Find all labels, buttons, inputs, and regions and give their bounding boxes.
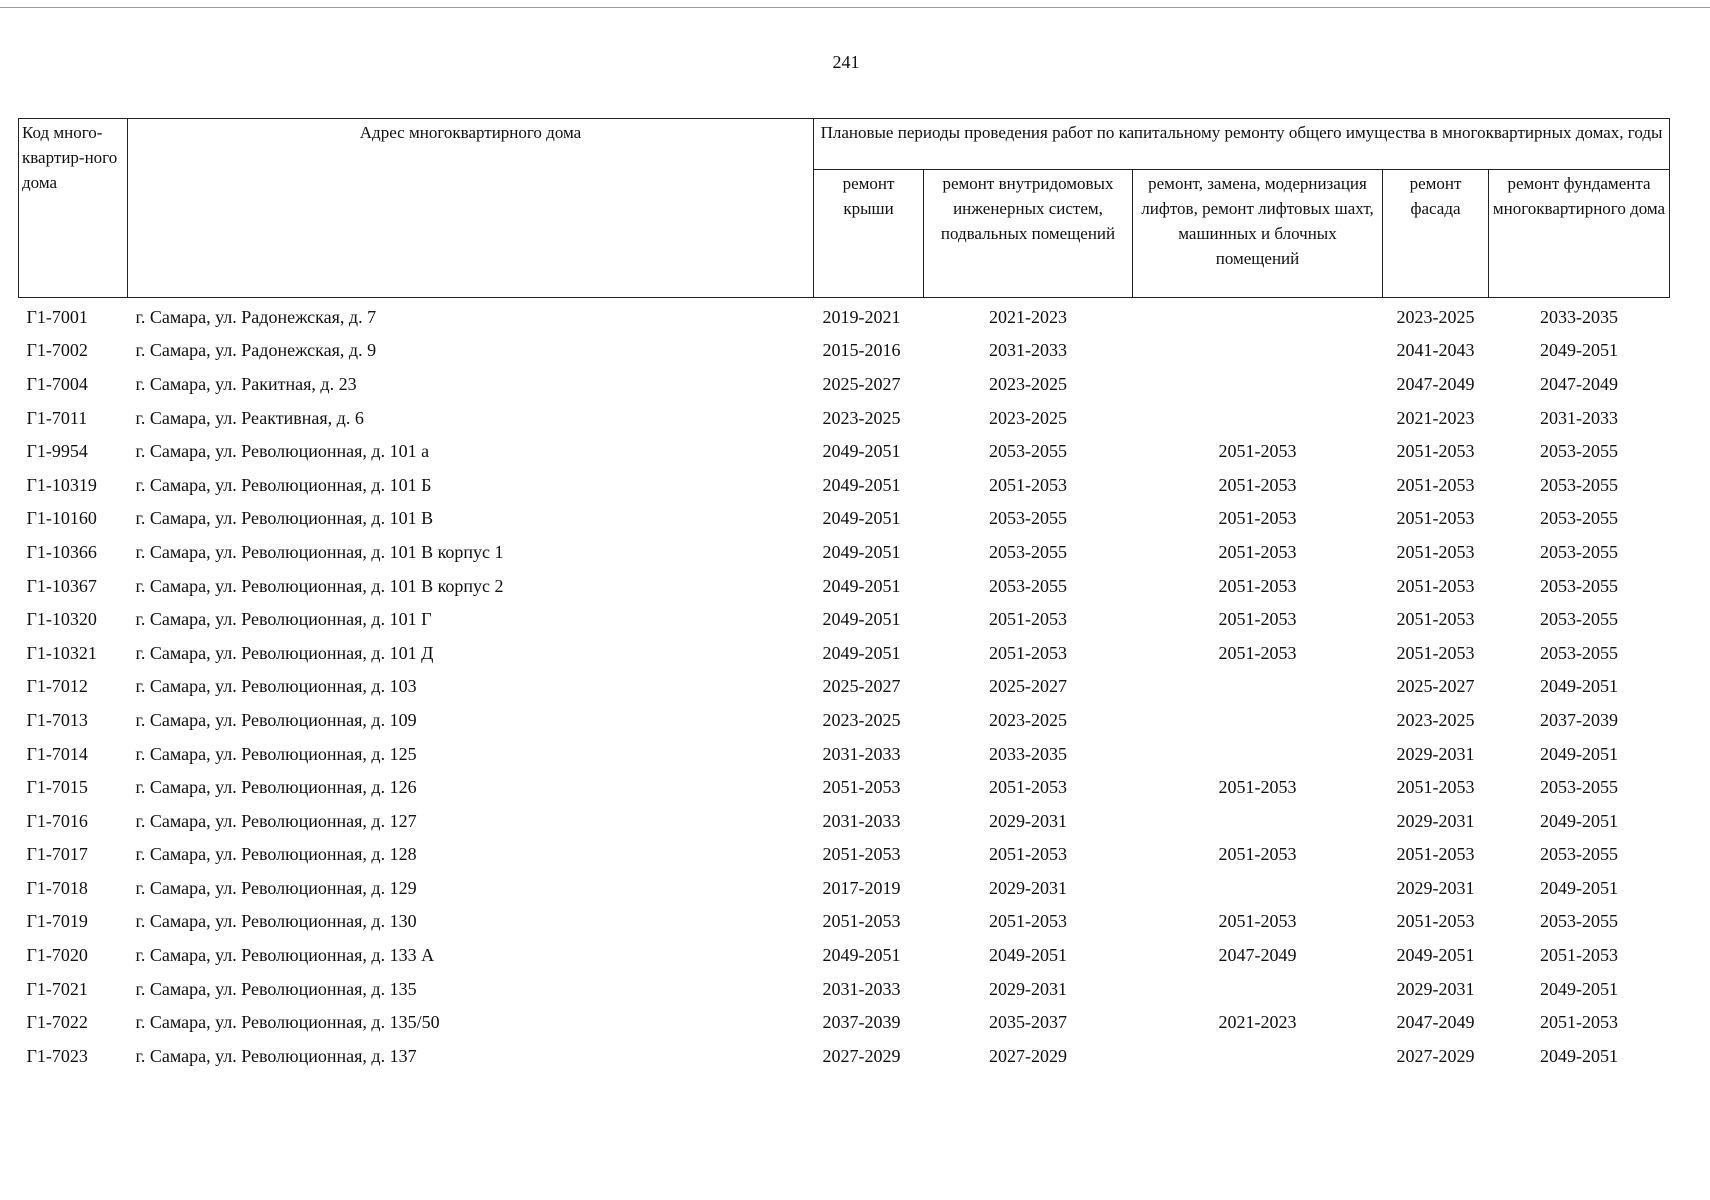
table-body [19, 298, 1670, 1073]
cell-code: Г1-7021 [26, 978, 88, 999]
cell-address: г. Самара, ул. Революционная, д. 128 [135, 844, 417, 865]
cell-engineering: 2029-2031 [989, 810, 1067, 831]
cell-facade: 2023-2025 [1396, 709, 1475, 730]
cell-engineering: 2053-2055 [989, 508, 1067, 529]
cell-roof: 2051-2053 [822, 844, 901, 865]
table-row [19, 838, 1670, 872]
cell-engineering: 2051-2053 [989, 609, 1067, 630]
cell-code: Г1-7014 [26, 743, 88, 764]
header-foundation: ремонт фундамента многоквартирного дома [1489, 170, 1670, 298]
table-header [19, 119, 1670, 298]
cell-foundation: 2053-2055 [1540, 609, 1618, 630]
cell-roof: 2015-2016 [822, 340, 901, 361]
cell-address: г. Самара, ул. Революционная, д. 126 [135, 777, 417, 798]
cell-code: Г1-7012 [26, 676, 88, 697]
cell-facade: 2029-2031 [1396, 877, 1475, 898]
cell-facade: 2051-2053 [1396, 777, 1475, 798]
cell-address: г. Самара, ул. Революционная, д. 109 [135, 709, 417, 730]
cell-lifts: 2051-2053 [1218, 642, 1297, 663]
table-row [19, 972, 1670, 1006]
cell-code: Г1-7017 [26, 844, 88, 865]
cell-foundation: 2053-2055 [1540, 508, 1618, 529]
cell-roof: 2051-2053 [822, 911, 901, 932]
cell-facade: 2047-2049 [1396, 373, 1475, 394]
table-row [19, 468, 1670, 502]
cell-foundation: 2049-2051 [1540, 743, 1618, 764]
cell-facade: 2051-2053 [1396, 441, 1475, 462]
cell-facade: 2051-2053 [1396, 609, 1475, 630]
header-engineering: ремонт внутридомовых инженерных систем, подвальных помещений [924, 170, 1133, 298]
cell-engineering: 2053-2055 [989, 575, 1067, 596]
cell-foundation: 2049-2051 [1540, 877, 1618, 898]
cell-code: Г1-7015 [26, 777, 88, 798]
page-number: 241 [832, 52, 860, 72]
cell-lifts [1133, 401, 1383, 435]
cell-address: г. Самара, ул. Ракитная, д. 23 [135, 373, 357, 394]
cell-engineering: 2029-2031 [989, 877, 1067, 898]
cell-engineering: 2051-2053 [989, 777, 1067, 798]
cell-address: г. Самара, ул. Революционная, д. 133 А [135, 945, 435, 966]
cell-foundation: 2047-2049 [1540, 373, 1618, 394]
cell-roof: 2023-2025 [822, 407, 901, 428]
cell-foundation: 2033-2035 [1540, 306, 1618, 327]
cell-roof: 2049-2051 [822, 609, 901, 630]
cell-facade: 2051-2053 [1396, 541, 1475, 562]
cell-facade: 2025-2027 [1396, 676, 1475, 697]
cell-address: г. Самара, ул. Революционная, д. 135 [135, 978, 417, 999]
cell-code: Г1-10366 [26, 541, 97, 562]
cell-lifts [1133, 871, 1383, 905]
cell-lifts [1133, 804, 1383, 838]
cell-code: Г1-7001 [26, 306, 88, 327]
cell-code: Г1-7018 [26, 877, 88, 898]
header-facade: ремонт фасада [1383, 170, 1489, 298]
cell-lifts: 2051-2053 [1218, 575, 1297, 596]
cell-foundation: 2049-2051 [1540, 810, 1618, 831]
cell-facade: 2051-2053 [1396, 911, 1475, 932]
cell-engineering: 2053-2055 [989, 441, 1067, 462]
cell-facade: 2029-2031 [1396, 743, 1475, 764]
table-row [19, 334, 1670, 368]
cell-code: Г1-9954 [26, 441, 88, 462]
cell-engineering: 2023-2025 [989, 373, 1067, 394]
cell-foundation: 2053-2055 [1540, 441, 1618, 462]
cell-address: г. Самара, ул. Радонежская, д. 9 [135, 340, 377, 361]
cell-foundation: 2037-2039 [1540, 709, 1618, 730]
cell-engineering: 2035-2037 [989, 1012, 1067, 1033]
cell-roof: 2025-2027 [822, 676, 901, 697]
cell-lifts: 2051-2053 [1218, 844, 1297, 865]
cell-lifts [1133, 703, 1383, 737]
cell-engineering: 2027-2029 [989, 1045, 1067, 1066]
cell-lifts: 2051-2053 [1218, 474, 1297, 495]
cell-roof: 2017-2019 [822, 877, 901, 898]
cell-address: г. Самара, ул. Революционная, д. 101 Г [135, 609, 432, 630]
table-row [19, 602, 1670, 636]
cell-code: Г1-10321 [26, 642, 97, 663]
cell-address: г. Самара, ул. Революционная, д. 125 [135, 743, 417, 764]
cell-facade: 2029-2031 [1396, 810, 1475, 831]
cell-address: г. Самара, ул. Реактивная, д. 6 [135, 407, 364, 428]
header-roof: ремонт крыши [814, 170, 924, 298]
table-row [19, 502, 1670, 536]
cell-facade: 2027-2029 [1396, 1045, 1475, 1066]
cell-foundation: 2053-2055 [1540, 844, 1618, 865]
cell-facade: 2051-2053 [1396, 844, 1475, 865]
cell-address: г. Самара, ул. Революционная, д. 103 [135, 676, 417, 697]
cell-engineering: 2023-2025 [989, 709, 1067, 730]
cell-engineering: 2051-2053 [989, 911, 1067, 932]
cell-address: г. Самара, ул. Революционная, д. 129 [135, 877, 417, 898]
cell-lifts: 2051-2053 [1218, 609, 1297, 630]
cell-foundation: 2049-2051 [1540, 676, 1618, 697]
table-row [19, 569, 1670, 603]
table-row [19, 298, 1670, 334]
cell-address: г. Самара, ул. Революционная, д. 101 Д [135, 642, 434, 663]
cell-facade: 2049-2051 [1396, 945, 1475, 966]
cell-roof: 2051-2053 [822, 777, 901, 798]
cell-engineering: 2025-2027 [989, 676, 1067, 697]
cell-code: Г1-7019 [26, 911, 88, 932]
table-row [19, 938, 1670, 972]
table-row [19, 367, 1670, 401]
cell-lifts [1133, 367, 1383, 401]
cell-facade: 2051-2053 [1396, 642, 1475, 663]
cell-engineering: 2029-2031 [989, 978, 1067, 999]
cell-lifts: 2021-2023 [1218, 1012, 1297, 1033]
cell-lifts: 2051-2053 [1218, 911, 1297, 932]
cell-roof: 2027-2029 [822, 1045, 901, 1066]
cell-roof: 2019-2021 [822, 306, 901, 327]
table-row [19, 670, 1670, 704]
cell-facade: 2041-2043 [1396, 340, 1475, 361]
cell-lifts [1133, 298, 1383, 334]
cell-engineering: 2049-2051 [989, 945, 1067, 966]
cell-lifts [1133, 1039, 1383, 1073]
cell-roof: 2049-2051 [822, 508, 901, 529]
cell-roof: 2031-2033 [822, 978, 901, 999]
table-row [19, 703, 1670, 737]
cell-foundation: 2053-2055 [1540, 642, 1618, 663]
cell-roof: 2049-2051 [822, 945, 901, 966]
cell-lifts: 2051-2053 [1218, 441, 1297, 462]
header-address: Адрес многоквартирного дома [128, 119, 814, 298]
cell-facade: 2047-2049 [1396, 1012, 1475, 1033]
cell-lifts: 2051-2053 [1218, 541, 1297, 562]
cell-lifts [1133, 670, 1383, 704]
cell-code: Г1-7013 [26, 709, 88, 730]
cell-code: Г1-7020 [26, 945, 88, 966]
cell-address: г. Самара, ул. Революционная, д. 135/50 [135, 1012, 440, 1033]
cell-lifts: 2051-2053 [1218, 508, 1297, 529]
cell-foundation: 2053-2055 [1540, 777, 1618, 798]
cell-code: Г1-7002 [26, 340, 88, 361]
cell-foundation: 2031-2033 [1540, 407, 1618, 428]
table-row [19, 401, 1670, 435]
cell-engineering: 2023-2025 [989, 407, 1067, 428]
cell-address: г. Самара, ул. Радонежская, д. 7 [135, 306, 377, 327]
table-row [19, 434, 1670, 468]
table-row [19, 905, 1670, 939]
cell-code: Г1-7004 [26, 373, 88, 394]
cell-facade: 2021-2023 [1396, 407, 1475, 428]
table-row [19, 535, 1670, 569]
table-row [19, 804, 1670, 838]
cell-code: Г1-7023 [26, 1045, 88, 1066]
cell-code: Г1-10160 [26, 508, 97, 529]
cell-facade: 2023-2025 [1396, 306, 1475, 327]
cell-roof: 2037-2039 [822, 1012, 901, 1033]
scan-edge-line [0, 7, 1710, 8]
cell-foundation: 2053-2055 [1540, 911, 1618, 932]
cell-code: Г1-7016 [26, 810, 88, 831]
header-lifts: ремонт, замена, модернизация лифтов, ремонт лифтовых шахт, машинных и блочных помещений [1133, 170, 1383, 298]
cell-lifts [1133, 737, 1383, 771]
cell-roof: 2031-2033 [822, 743, 901, 764]
header-code: Код много-квартир-ного дома [19, 119, 128, 298]
table-row [19, 770, 1670, 804]
cell-facade: 2051-2053 [1396, 508, 1475, 529]
cell-address: г. Самара, ул. Революционная, д. 130 [135, 911, 417, 932]
header-planned-periods: Плановые периоды проведения работ по капитальному ремонту общего имущества в многоквартирных домах, годы [814, 119, 1670, 170]
cell-foundation: 2051-2053 [1540, 945, 1618, 966]
cell-engineering: 2033-2035 [989, 743, 1067, 764]
cell-foundation: 2049-2051 [1540, 978, 1618, 999]
cell-roof: 2049-2051 [822, 541, 901, 562]
cell-facade: 2029-2031 [1396, 978, 1475, 999]
cell-address: г. Самара, ул. Революционная, д. 101 В корпус 1 [135, 541, 504, 562]
cell-foundation: 2051-2053 [1540, 1012, 1618, 1033]
cell-engineering: 2053-2055 [989, 541, 1067, 562]
cell-code: Г1-10319 [26, 474, 97, 495]
cell-code: Г1-10367 [26, 575, 97, 596]
cell-roof: 2025-2027 [822, 373, 901, 394]
cell-engineering: 2031-2033 [989, 340, 1067, 361]
repair-schedule-table [18, 118, 1670, 1073]
cell-lifts: 2047-2049 [1218, 945, 1297, 966]
cell-facade: 2051-2053 [1396, 474, 1475, 495]
cell-address: г. Самара, ул. Революционная, д. 101 В [135, 508, 434, 529]
cell-code: Г1-10320 [26, 609, 97, 630]
table-row [19, 1005, 1670, 1039]
cell-lifts [1133, 972, 1383, 1006]
cell-engineering: 2051-2053 [989, 642, 1067, 663]
cell-foundation: 2053-2055 [1540, 474, 1618, 495]
cell-address: г. Самара, ул. Революционная, д. 101 Б [135, 474, 432, 495]
table-row [19, 871, 1670, 905]
cell-foundation: 2049-2051 [1540, 340, 1618, 361]
cell-engineering: 2021-2023 [989, 306, 1067, 327]
cell-address: г. Самара, ул. Революционная, д. 127 [135, 810, 417, 831]
table-row [19, 737, 1670, 771]
table-row [19, 1039, 1670, 1073]
cell-address: г. Самара, ул. Революционная, д. 101 а [135, 441, 430, 462]
cell-foundation: 2053-2055 [1540, 541, 1618, 562]
cell-facade: 2051-2053 [1396, 575, 1475, 596]
cell-roof: 2049-2051 [822, 642, 901, 663]
cell-roof: 2049-2051 [822, 441, 901, 462]
cell-code: Г1-7011 [26, 407, 88, 428]
table-row [19, 636, 1670, 670]
cell-lifts: 2051-2053 [1218, 777, 1297, 798]
cell-roof: 2031-2033 [822, 810, 901, 831]
cell-roof: 2049-2051 [822, 474, 901, 495]
cell-lifts [1133, 334, 1383, 368]
cell-address: г. Самара, ул. Революционная, д. 137 [135, 1045, 417, 1066]
cell-foundation: 2049-2051 [1540, 1045, 1618, 1066]
cell-foundation: 2053-2055 [1540, 575, 1618, 596]
cell-engineering: 2051-2053 [989, 474, 1067, 495]
cell-engineering: 2051-2053 [989, 844, 1067, 865]
cell-roof: 2049-2051 [822, 575, 901, 596]
cell-code: Г1-7022 [26, 1012, 88, 1033]
cell-address: г. Самара, ул. Революционная, д. 101 В корпус 2 [135, 575, 504, 596]
cell-roof: 2023-2025 [822, 709, 901, 730]
